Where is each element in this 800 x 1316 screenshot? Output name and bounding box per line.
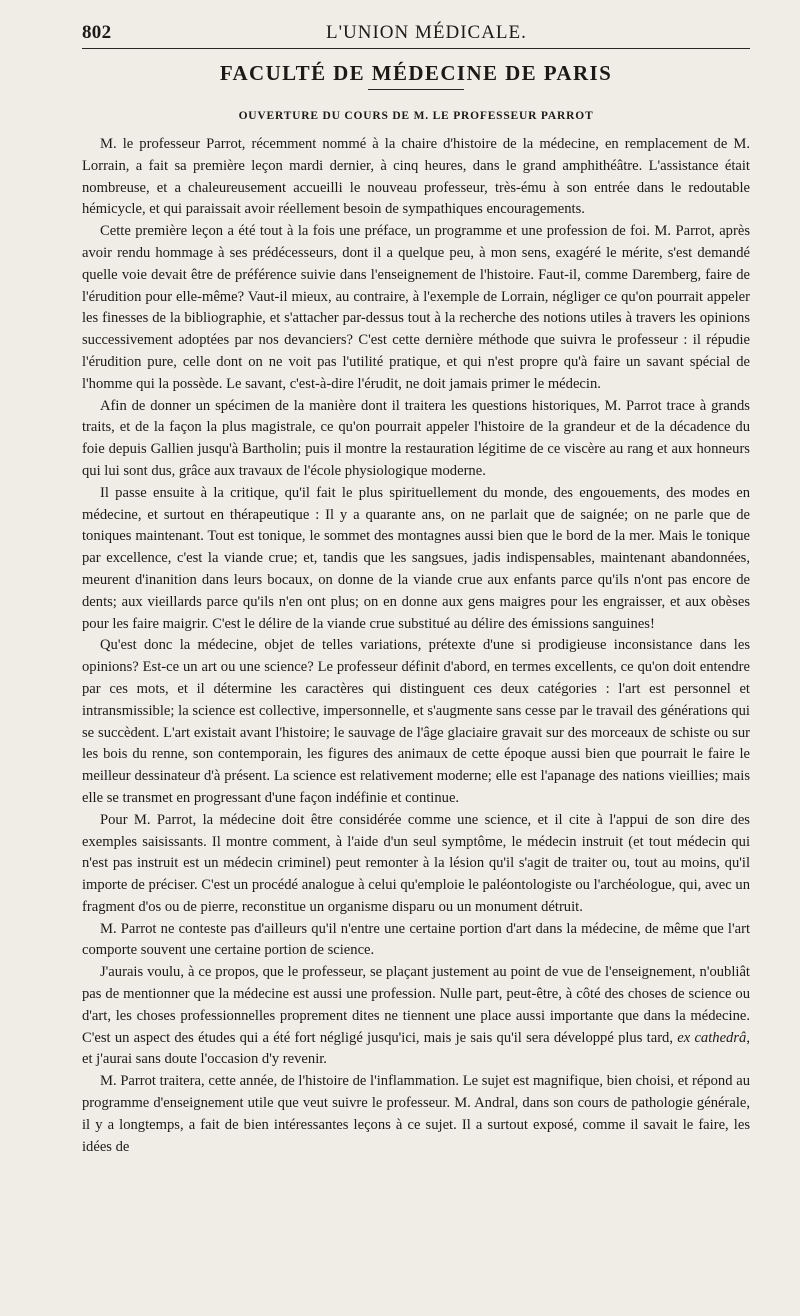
paragraph-text: J'aurais voulu, à ce propos, que le professeur, se plaçant justement au point de vue de l'enseignement, n'oubliât pas de mentionner que la médecine est aussi une profession. Nulle part, peut-être, à côté des choses de science ou d'art, les choses professionnelles proprement dites ne tiennent une place aussi importante que dans la médecine. C'est un aspect des études qui a été fort négligé jusqu'ici, mais je sais qu'il sera développé plus tard, — [82, 964, 750, 1046]
paragraph: Il passe ensuite à la critique, qu'il fait le plus spirituellement du monde, des engouements, des modes en médecine, et surtout en thérapeutique : Il y a quarante ans, on ne parlait que de saignée; on ne parle que de toniques maintenant. Tout est tonique, le sommet des montagnes aussi bien que le bord de la mer. Mais le tonique par excellence, c'est la viande crue; et, tandis que les sangsues, jadis indispensables, maintenant abandonnées, meurent d'inanition dans leurs bocaux, on donne de la viande crue aux enfants parce qu'ils n'ont pas encore de dents; aux vieillards parce qu'ils n'en ont plus; on en donne aux gens maigres pour les engraisser, et aux obèses pour les faire maigrir. C'est le délire de la viande crue substitué au délire des émissions sanguines! — [82, 484, 750, 632]
paragraph: Afin de donner un spécimen de la manière dont il traitera les questions historiques, M. Parrot trace à grands traits, et de la façon la plus magistrale, ce qu'on pourrait appeler l'histoire de la grandeur et de la décadence du foie depuis Gallien jusqu'à Bartholin; puis il montre la restauration légitime de ce viscère au rang et aux honneurs qui lui sont dus, grâce aux travaux de l'école physiologique moderne. — [82, 397, 750, 479]
paragraph: Qu'est donc la médecine, objet de telles variations, prétexte d'une si prodigieuse inconsistance dans les opinions? Est-ce un art ou une science? Le professeur définit d'abord, en termes excellents, ce qu'on doit entendre par ces mots, et il détermine les caractères qui distinguent ces deux catégories : l'art est personnel et intransmissible; la science est collective, impersonnelle, et s'augmente sans cesse par le travail des générations qui se succèdent. L'art existait avant l'histoire; le sauvage de l'âge glaciaire gravait sur des morceaux de schiste ou sur les bois du renne, son contemporain, les figures des animaux de cette époque aussi bien que pourrait le faire le meilleur dessinateur d'à présent. La science est relativement moderne; elle est l'apanage des nations vieillies; mais elle se transmet en progressant d'une façon indéfinie et continue. — [82, 637, 750, 806]
paragraph-text-end: , et j'aurai sans doute l'occasion d'y revenir. — [82, 1029, 750, 1068]
italic-phrase: ex cathedrâ — [677, 1029, 747, 1046]
header-rule — [82, 48, 750, 49]
page-number: 802 — [82, 22, 112, 43]
article-body — [82, 134, 750, 1158]
paragraph: M. Parrot ne conteste pas d'ailleurs qu'il n'entre une certaine portion d'art dans la médecine, de même que l'art comporte souvent une certaine portion de science. — [82, 920, 750, 959]
running-head — [82, 22, 750, 44]
journal-title: L'UNION MÉDICALE. — [326, 22, 527, 43]
paragraph: Pour M. Parrot, la médecine doit être considérée comme une science, et il cite à l'appui de son dire des exemples saisissants. Il montre comment, à l'aide d'un seul symptôme, le médecin instruit (et tout médecin qui n'est pas instruit est un médecin criminel) peut remonter à la lésion qu'il s'agit de traiter ou, tout au moins, qu'il importe de préciser. C'est un procédé analogue à celui qu'emploie le paléontologiste ou l'archéologue, qui, avec un fragment d'os ou de pierre, reconstitue un organisme disparu ou un monument détruit. — [82, 811, 750, 915]
paragraph-with-italic — [82, 962, 750, 1071]
article-subtitle: OUVERTURE DU COURS DE M. LE PROFESSEUR PARROT — [238, 110, 594, 122]
title-rule — [368, 89, 464, 90]
paragraph: M. Parrot traitera, cette année, de l'histoire de l'inflammation. Le sujet est magnifique, bien choisi, et répond au programme d'enseignement utile que veut suivre le professeur. M. Andral, dans son cours de pathologie générale, il y a longtemps, a fait de bien intéressantes leçons à ce sujet. Il a surtout exposé, comme il savait le faire, les idées de — [82, 1073, 750, 1155]
paragraph: Cette première leçon a été tout à la fois une préface, un programme et une profession de foi. M. Parrot, après avoir rendu hommage à ses prédécesseurs, dont il a quelque peu, à mon sens, exagéré le mérite, s'est demandé quelle voie devait être de préférence suivie dans l'enseignement de l'histoire. Faut-il, comme Daremberg, faire de l'érudition pour elle-même? Vaut-il mieux, au contraire, à l'exemple de Lorrain, négliger ce qu'on pourrait appeler les finesses de la bibliographie, et s'attacher par-dessus tout à la recherche des notions utiles à travers les opinions successivement adoptées par nos devanciers? C'est cette dernière méthode que suivra le professeur : il répudie l'érudition pure, celle dont on ne voit pas l'utilité pratique, et qui n'est propre qu'à faire un savant spécial de l'homme qui la possède. Le savant, c'est-à-dire l'érudit, ne doit jamais primer le médecin. — [82, 223, 750, 392]
article-title: FACULTÉ DE MÉDECINE DE PARIS — [219, 61, 613, 85]
paragraph: M. le professeur Parrot, récemment nommé à la chaire d'histoire de la médecine, en remplacement de M. Lorrain, a fait sa première leçon mardi dernier, à cinq heures, dans le grand amphithéâtre. L'assistance était nombreuse, et a chaleureusement accueilli le nouveau professeur, très-ému à son entrée dans le redoutable hémicycle, et qui paraissait avoir réellement besoin de sympathiques encouragements. — [82, 136, 750, 218]
